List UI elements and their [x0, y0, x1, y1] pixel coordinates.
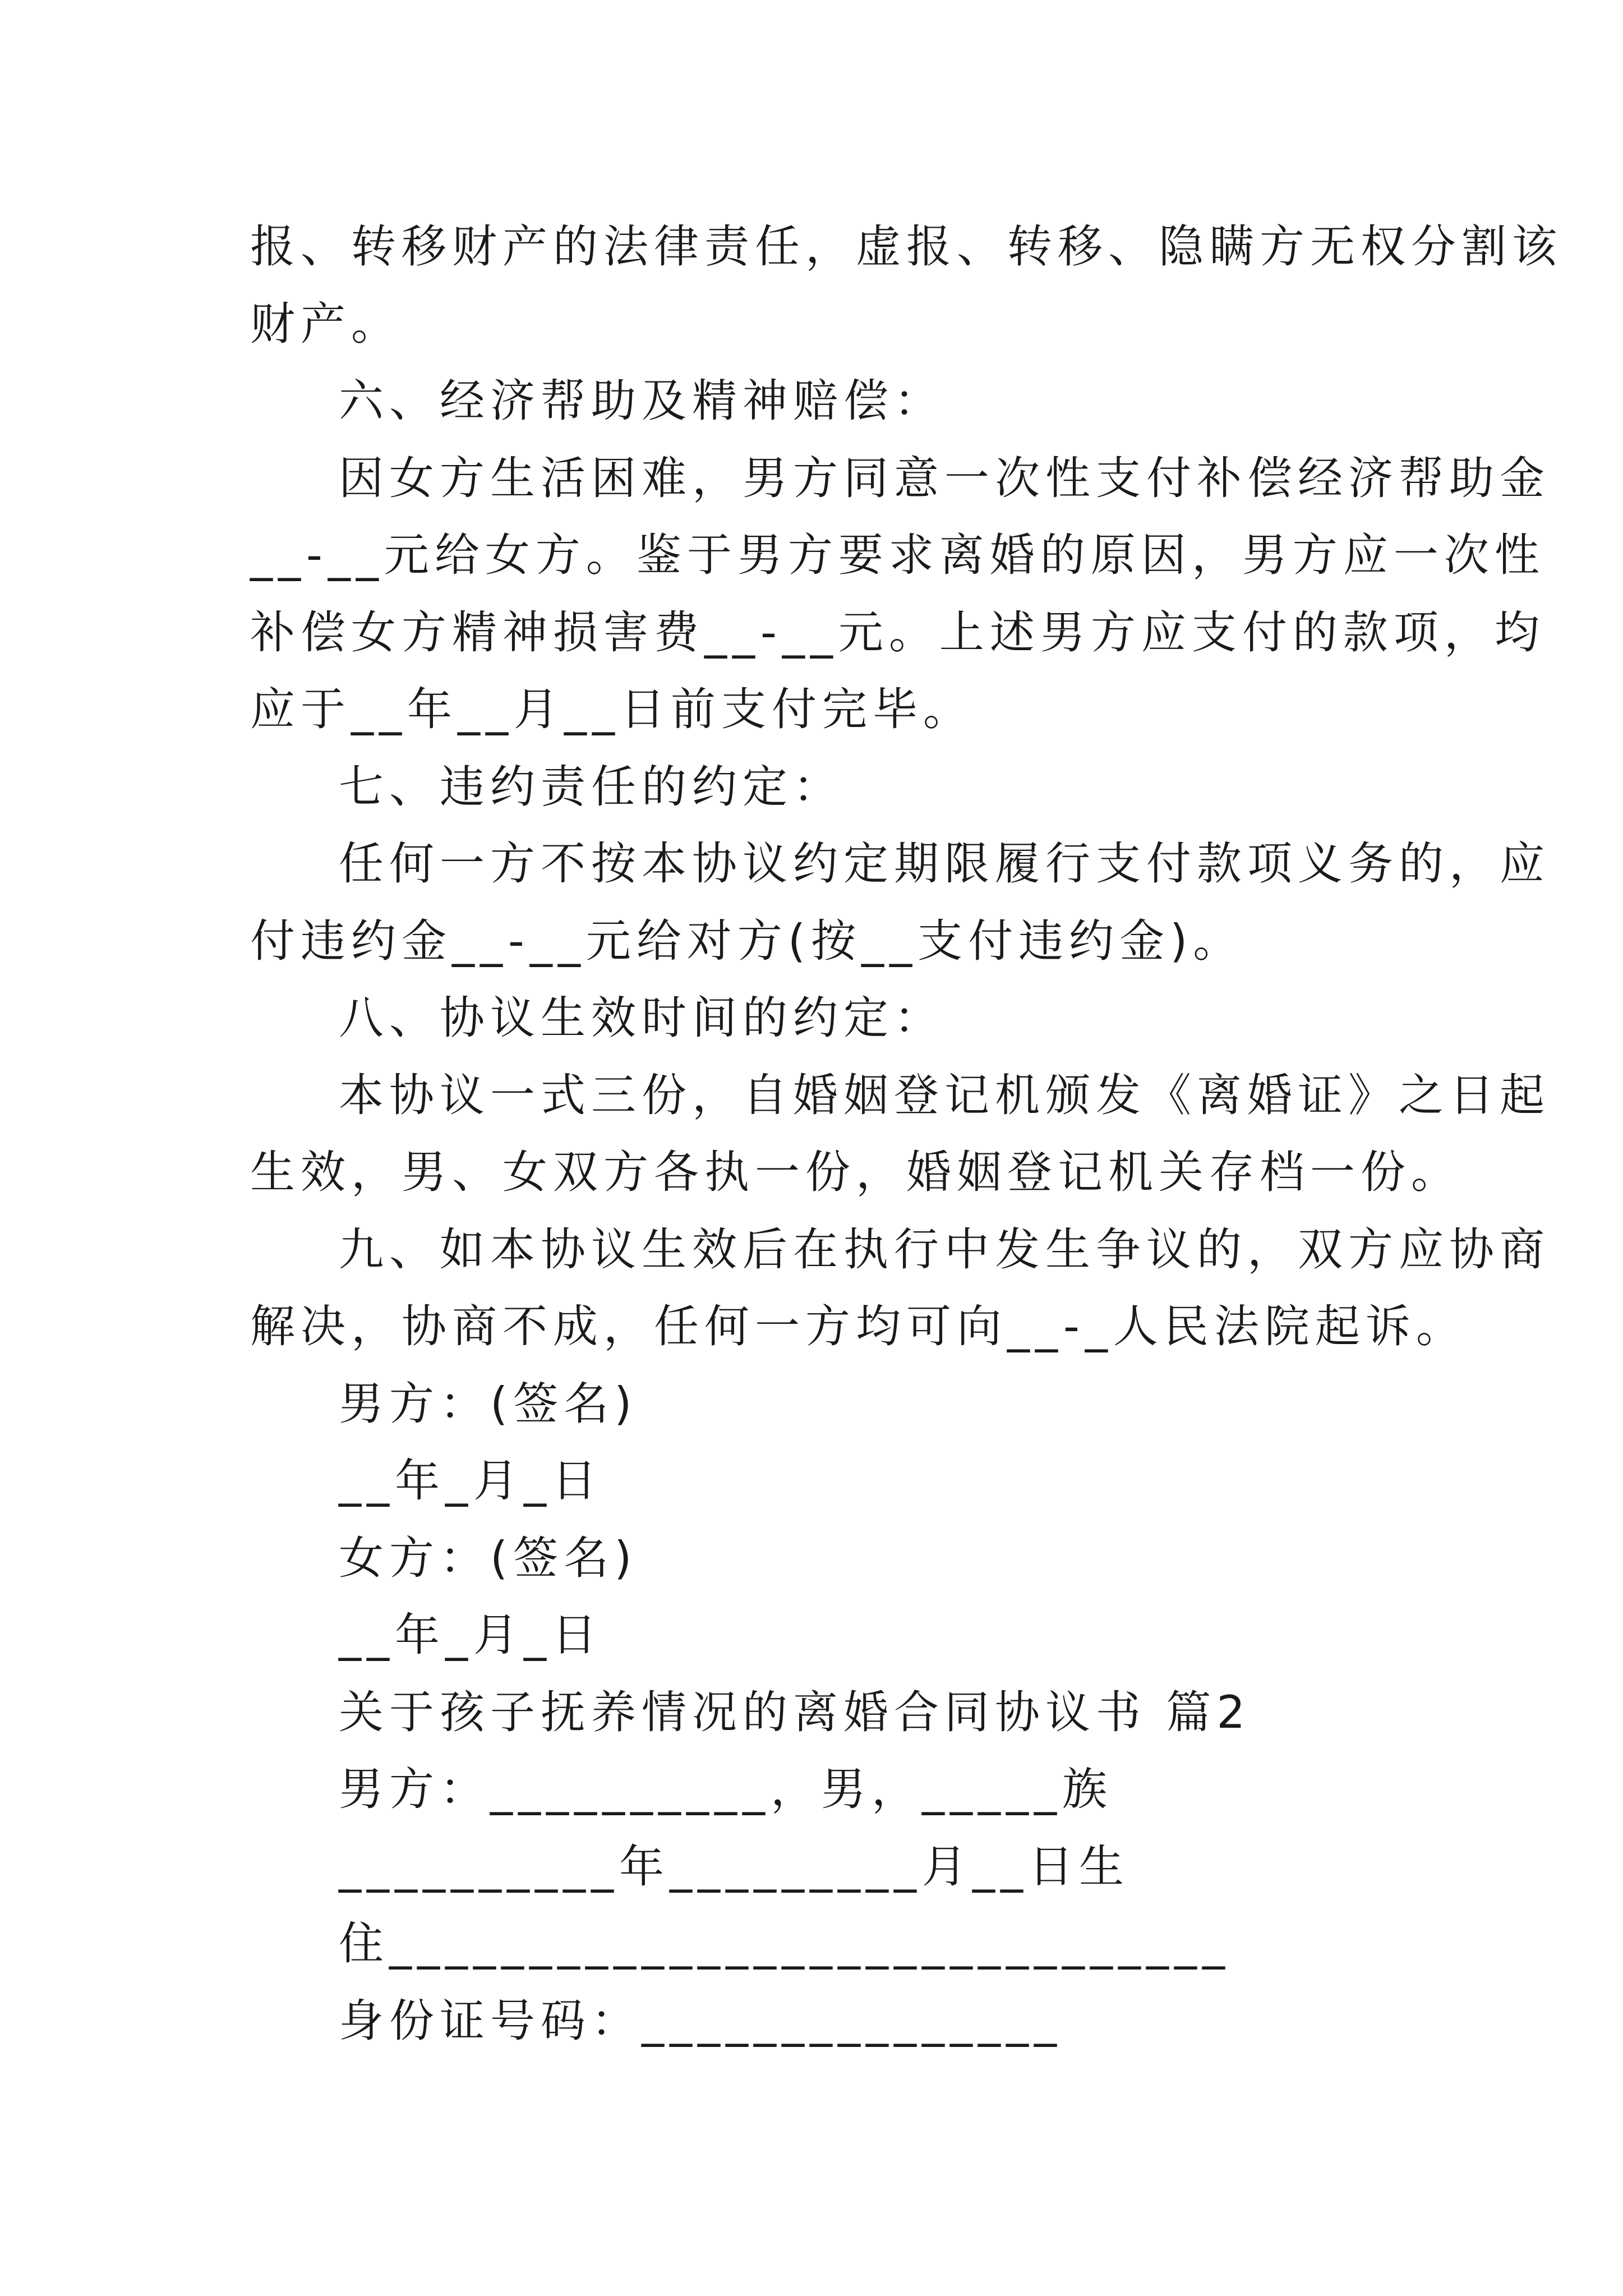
text-line-12: 本协议一式三份，自婚姻登记机颁发《离婚证》之日起: [339, 1069, 1550, 1121]
address-line: 住______________________________: [339, 1917, 1230, 1970]
text-line-5: __-__元给女方。鉴于男方要求离婚的原因，男方应一次性: [250, 529, 1545, 581]
male-date-line: __年_月_日: [339, 1455, 602, 1507]
text-line-7: 应于__年__月__日前支付完毕。: [250, 683, 974, 735]
section-heading-6: 六、经济帮助及精神赔偿：: [339, 375, 944, 427]
text-line-6: 补偿女方精神损害费__-__元。上述男方应支付的款项，均: [250, 606, 1545, 659]
male-party-line: 男方：__________，男，_____族: [339, 1763, 1113, 1815]
text-line-9: 任何一方不按本协议约定期限履行支付款项义务的，应: [339, 838, 1550, 890]
text-line-4: 因女方生活困难，男方同意一次性支付补偿经济帮助金: [339, 452, 1550, 504]
id-number-line: 身份证号码：_______________: [339, 1995, 1062, 2047]
female-date-line: __年_月_日: [339, 1609, 602, 1661]
text-line-1: 报、转移财产的法律责任，虚报、转移、隐瞒方无权分割该: [250, 220, 1562, 273]
male-signature-line: 男方：(签名): [339, 1378, 638, 1430]
female-signature-line: 女方：(签名): [339, 1532, 638, 1584]
section-heading-7: 七、违约责任的约定：: [339, 761, 843, 813]
section-heading-9: 九、如本协议生效后在执行中发生争议的，双方应协商: [339, 1223, 1550, 1276]
birth-date-line: __________年_________月__日生: [339, 1841, 1129, 1893]
text-line-15: 解决，协商不成，任何一方均可向__-_人民法院起诉。: [250, 1300, 1467, 1352]
text-line-2: 财产。: [250, 298, 402, 350]
text-line-13: 生效，男、女双方各执一份，婚姻登记机关存档一份。: [250, 1146, 1461, 1198]
section-heading-8: 八、协议生效时间的约定：: [339, 992, 944, 1044]
section-title: 关于孩子抚养情况的离婚合同协议书 篇2: [339, 1686, 1251, 1738]
text-line-10: 付违约金__-__元给对方(按__支付违约金)。: [250, 915, 1244, 967]
